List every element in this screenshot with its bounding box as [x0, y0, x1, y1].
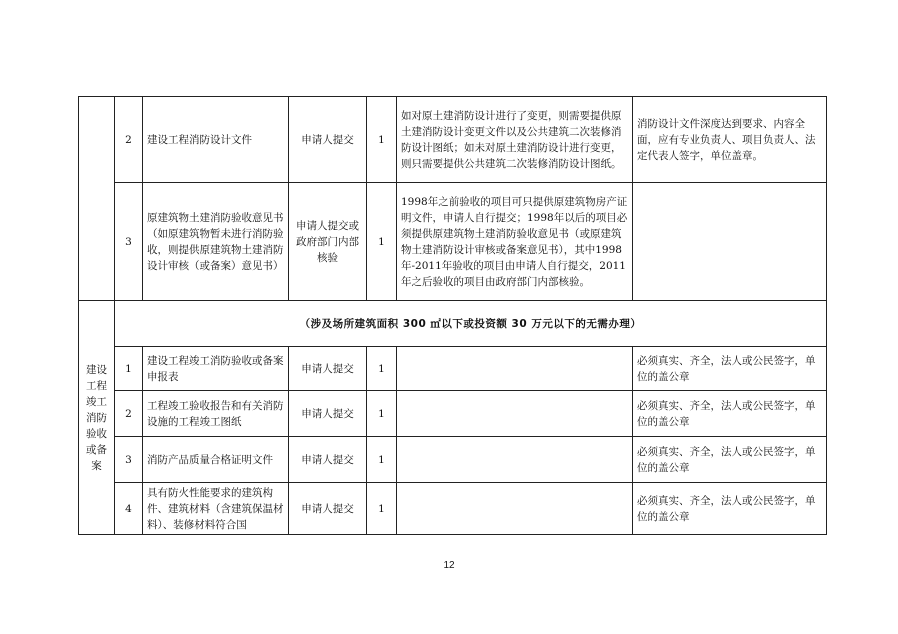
- copy-count: 1: [367, 483, 397, 535]
- copy-count: 1: [367, 347, 397, 391]
- copy-count: 1: [367, 437, 397, 483]
- copy-count: 1: [367, 97, 397, 183]
- material-name: 原建筑物土建消防验收意见书（如原建筑物暂未进行消防验收，则提供原建筑物土建消防设计审核（或备案）意见书）: [143, 183, 289, 301]
- requirements-table: [78, 96, 827, 535]
- material-source: 申请人提交: [289, 483, 367, 535]
- table-row: [79, 391, 827, 437]
- material-name: 建设工程消防设计文件: [143, 97, 289, 183]
- material-requirement: 必须真实、齐全，法人或公民签字，单位的盖公章: [633, 391, 827, 437]
- material-name: 消防产品质量合格证明文件: [143, 437, 289, 483]
- material-name: 工程竣工验收报告和有关消防设施的工程竣工图纸: [143, 391, 289, 437]
- section-banner-row: [79, 301, 827, 347]
- material-note: [397, 347, 633, 391]
- copy-count: 1: [367, 183, 397, 301]
- material-note: [397, 483, 633, 535]
- material-note: [397, 437, 633, 483]
- material-note: 1998年之前验收的项目可只提供原建筑物房产证明文件，申请人自行提交；1998年以后的项目必须提供原建筑物土建消防验收意见书（或原建筑物土建消防设计审核或备案意见书），其中1998年-2011年验收的项目由申请人自行提交，2011年之后验收的项目由政府部门内部核验。: [397, 183, 633, 301]
- row-number: 4: [115, 483, 143, 535]
- material-source: 申请人提交: [289, 437, 367, 483]
- section-category: 建设工程竣工消防验收或备案: [79, 301, 115, 535]
- material-requirement: 消防设计文件深度达到要求、内容全面，应有专业负责人、项目负责人、法定代表人签字，单位盖章。: [633, 97, 827, 183]
- row-number: 2: [115, 97, 143, 183]
- row-number: 3: [115, 183, 143, 301]
- material-name: 建设工程竣工消防验收或备案申报表: [143, 347, 289, 391]
- material-requirement: 必须真实、齐全，法人或公民签字，单位的盖公章: [633, 483, 827, 535]
- material-requirement: 必须真实、齐全，法人或公民签字，单位的盖公章: [633, 347, 827, 391]
- material-name: 具有防火性能要求的建筑构件、建筑材料（含建筑保温材料）、装修材料符合国: [143, 483, 289, 535]
- row-number: 2: [115, 391, 143, 437]
- material-requirement: [633, 183, 827, 301]
- material-requirement: 必须真实、齐全，法人或公民签字，单位的盖公章: [633, 437, 827, 483]
- material-source: 申请人提交: [289, 391, 367, 437]
- table-row: [79, 97, 827, 183]
- page-number: 12: [443, 560, 455, 571]
- table-row: [79, 437, 827, 483]
- table-row: [79, 183, 827, 301]
- row-number: 1: [115, 347, 143, 391]
- row-number: 3: [115, 437, 143, 483]
- material-source: 申请人提交: [289, 97, 367, 183]
- table-row: [79, 483, 827, 535]
- material-note: 如对原土建消防设计进行了变更，则需要提供原土建消防设计变更文件以及公共建筑二次装修消防设计图纸；如未对原土建消防设计进行变更，则只需要提供公共建筑二次装修消防设计图纸。: [397, 97, 633, 183]
- table-row: [79, 347, 827, 391]
- material-source: 申请人提交或政府部门内部核验: [289, 183, 367, 301]
- copy-count: 1: [367, 391, 397, 437]
- category-cell-empty: [79, 97, 115, 301]
- section-banner: （涉及场所建筑面积 300 ㎡以下或投资额 30 万元以下的无需办理）: [115, 301, 827, 347]
- material-source: 申请人提交: [289, 347, 367, 391]
- material-note: [397, 391, 633, 437]
